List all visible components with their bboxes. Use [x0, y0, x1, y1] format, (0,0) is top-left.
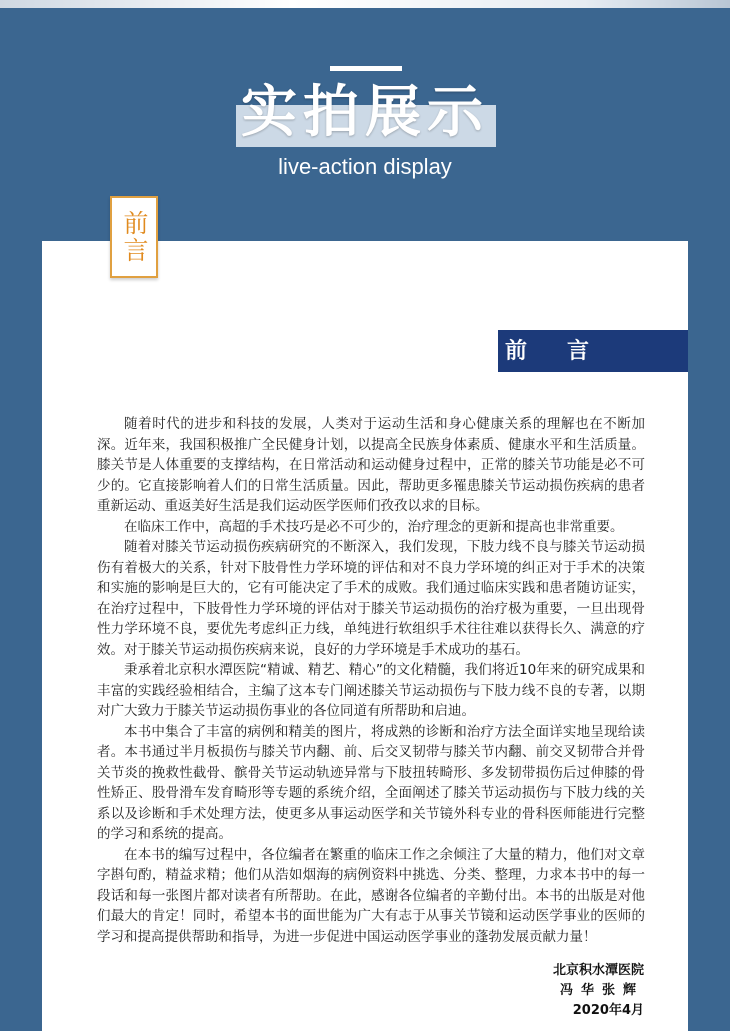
paragraph: 秉承着北京积水潭医院“精诚、精艺、精心”的文化精髓，我们将近10年来的研究成果和丰富的实践经验相结合，主编了这本专门阐述膝关节运动损伤与下肢力线不良的专著，以期对广大致力于膝关节运动损伤事业的各位同道有所帮助和启迪。: [97, 662, 645, 719]
title-accent-bar: [330, 66, 402, 71]
paragraph: 随着对膝关节运动损伤疾病研究的不断深入，我们发现，下肢力线不良与膝关节运动损伤有着极大的关系，针对下肢骨性力学环境的评估和对不良力学环境的纠正对于手术的决策和实施的影响是巨大的，它有可能决定了手术的成败。我们通过临床实践和患者随访证实，在治疗过程中，下肢骨性力学环境的评估对于膝关节运动损伤的治疗极为重要，一旦出现骨性力学环境不良，要优先考虑纠正力线，单纯进行软组织手术往往难以获得长久、满意的疗效。对于膝关节运动损伤疾病来说，良好的力学环境是手术成功的基石。: [97, 539, 645, 658]
top-strip: [0, 0, 730, 8]
paragraph: 随着时代的进步和科技的发展，人类对于运动生活和身心健康关系的理解也在不断加深。近年来，我国积极推广全民健身计划，以提高全民族身体素质、健康水平和生活质量。膝关节是人体重要的支撑结构，在日常活动和运动健身过程中，正常的膝关节功能是必不可少的。它直接影响着人们的日常生活质量。因此，帮助更多罹患膝关节运动损伤疾病的患者重新运动、重返美好生活是我们运动医学医师们孜孜以求的目标。: [97, 416, 645, 514]
page-subtitle: live-action display: [278, 154, 452, 179]
paragraph: 在临床工作中，高超的手术技巧是必不可少的，治疗理念的更新和提高也非常重要。: [124, 518, 624, 535]
signature-date: 2020年4月: [572, 1003, 644, 1018]
signature-hospital: 北京积水潭医院: [552, 963, 644, 978]
signature-authors: 冯华张辉: [559, 983, 644, 998]
section-tag-label: 前言: [120, 210, 149, 264]
section-tag: [110, 196, 158, 278]
paragraph: 本书中集合了丰富的病例和精美的图片，将成熟的诊断和治疗方法全面详实地呈现给读者。本书通过半月板损伤与膝关节内翻、前、后交叉韧带与膝关节内翻、前交叉韧带合并骨关节炎的挽救性截骨、髌骨关节运动轨迹异常与下肢扭转畸形、多发韧带损伤后过伸膝的骨性矫正、股骨滑车发育畸形等专题的系统介绍，全面阐述了膝关节运动损伤与下肢力线的关系以及诊断和手术处理方法，使更多从事运动医学和关节镜外科专业的骨科医师能进行完整的学习和系统的提高。: [97, 723, 645, 842]
signature-block: [553, 961, 644, 1021]
chapter-banner-label: 前言: [505, 339, 630, 364]
page-title: 实拍展示: [241, 80, 489, 145]
paragraph: 在本书的编写过程中，各位编者在繁重的临床工作之余倾注了大量的精力，他们对文章字斟句酌，精益求精；他们从浩如烟海的病例资料中挑选、分类、整理，力求本书中的每一段话和每一张图片都对读者有所帮助。在此，感谢各位编者的辛勤付出。本书的出版是对他们最大的肯定！同时，希望本书的面世能为广大有志于从事关节镜和运动医学事业的医师的学习和提高提供帮助和指导，为进一步促进中国运动医学事业的蓬勃发展贡献力量！: [97, 846, 645, 945]
preface-body: [97, 414, 645, 947]
